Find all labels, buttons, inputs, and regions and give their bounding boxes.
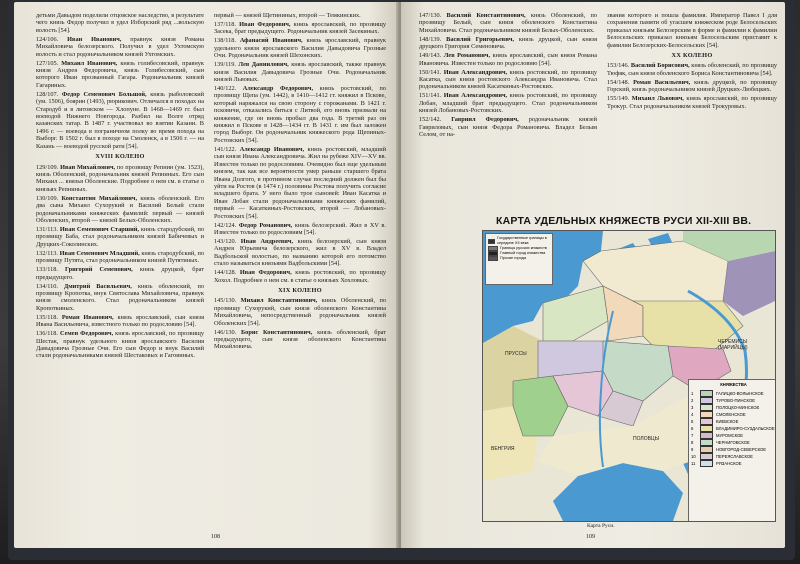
key-number: 10 xyxy=(691,453,696,459)
key-swatch xyxy=(700,439,713,446)
key-label: ГАЛИЦКО-ВОЛЫНСКОЕ xyxy=(716,390,764,396)
label-cheremisy: ЧЕРЕМИСЫ (МАРИЙЦЫ) xyxy=(718,339,748,351)
entry-text: князь белозерский. Жил в XV в. Известен только по родословиям [54]. xyxy=(214,221,386,236)
entry-name: Василий Константинович, xyxy=(446,12,531,19)
biography-entry xyxy=(607,95,777,110)
left-page xyxy=(14,2,399,548)
entry-name: Семен Федорович, xyxy=(59,330,116,338)
entry-text: князь Оболенский, по прозвищу Белый, сын князя оболенского Константина Михайловича. Стал родоначальником князей Белых-Оболенских. xyxy=(419,12,597,34)
biography-entry xyxy=(36,164,204,194)
entry-name: Иван Федорович, xyxy=(239,269,296,277)
entry-text: правнук князя Романа Михайловича белозерского. Получил в удел Ухтомскую волость и стал родоначальником князей Ухтомских. xyxy=(36,35,204,58)
key-number: 9 xyxy=(691,446,694,452)
biography-entry xyxy=(36,226,204,248)
key-swatch xyxy=(700,411,713,418)
key-row xyxy=(691,453,776,460)
biography-entry xyxy=(214,85,386,144)
entry-number: 130/109. xyxy=(36,194,62,202)
key-label: КИЕВСКОЕ xyxy=(716,418,739,424)
generation-heading: XVIII КОЛЕНО xyxy=(95,153,145,161)
key-swatch xyxy=(700,453,713,460)
entry-number: 147/130. xyxy=(419,12,447,19)
entry-text: князь ярославский, сын князя Ивана Васильевича, известного только по родословию [54]. xyxy=(36,313,204,329)
entry-text: князь ярославский, правнук удельного князя ярославского Василия Давыдовича Грозные Очи. Родоначальник князей Шехонских. xyxy=(214,37,386,60)
entry-name: Григорий Семенович, xyxy=(65,266,140,274)
entry-text: первый — князей Щетининых, второй — Темкинских. xyxy=(214,12,361,19)
entry-number: 151/141. xyxy=(419,92,444,100)
label-prussia: ПРУССЫ xyxy=(505,351,527,357)
biography-entry xyxy=(419,52,597,67)
entry-number: 148/139. xyxy=(419,35,447,43)
key-swatch xyxy=(700,418,713,425)
legend-row xyxy=(488,236,550,246)
map-caption: Карта Руси. xyxy=(587,523,615,529)
key-number: 7 xyxy=(691,432,694,438)
biography-entry xyxy=(36,330,204,360)
entry-name: Иван Михайлович, xyxy=(60,163,117,171)
key-number: 6 xyxy=(691,425,694,431)
key-number: 1 xyxy=(691,390,694,396)
key-row xyxy=(691,432,776,439)
key-label: МУРОМСКОЕ xyxy=(716,432,744,438)
entry-text: князь ростовский, по прозвищу Хохол. Подробнее о нем см. в статье о князьях Хохловых. xyxy=(214,269,386,284)
label-polovtsy: ПОЛОВЦЫ xyxy=(633,436,660,442)
biography-entry xyxy=(214,61,386,83)
entry-number: 133/118. xyxy=(36,266,66,274)
right-column-2 xyxy=(607,12,777,112)
entry-number: 142/124. xyxy=(214,221,239,229)
entry-text: князь ростовский, младший сын князя Ивана Александровича. Жил на рубеже XIV—XV вв. Известен только по родословиям. Очевидно был еще удельным князем, так как все вероятности умер раньше старшего брата Ивана Долгого, в противном случае последний должен был бы уйти на Ростов (в 1474 г.) половины Ростова получить согласие младшего брата. У него было трое сыновей: Иван Касатка и Иван Лобан стали родоначальниками княжеских фамилий, первый — Касаткиных-Ростовских, второй — Лобановых-Ростовских [54]. xyxy=(214,145,387,220)
entry-text: князь ярославский, по прозвищу Шестак, правнук удельного князя ярославского Василия Давыдовича Грозные Очи. Его сын Федор и внук Василий стали родоначальниками князей Шестаковых и Гаговиных. xyxy=(36,330,204,360)
entry-text: князь стародубский, по прозвищу Путята, стал родоначальником князей Путятиных. xyxy=(36,249,204,265)
entry-number: 154/148. xyxy=(607,78,634,86)
key-row xyxy=(691,397,776,404)
right-column-1 xyxy=(419,12,597,140)
entry-text: князь ростовский, по прозвищу Щепа (ум. 1442), в 1410—1412 гг. княжил в Пскове, который наряжался на свою сторону с горожанами. В 1421 г. псковичи, отказались биться с Литвой, его вновь призвали на княжение, где он вновь пробыл два года. В третий раз он княжил в Пскове в 1428—1434 гг. В 1431 г. им был заложен город Выборг. Он родоначальник княжеского рода Щепиных-Ростовских [54]. xyxy=(214,85,386,144)
key-label: ВЛАДИМИРО-СУЗДАЛЬСКОЕ xyxy=(716,425,775,431)
key-swatch xyxy=(700,460,713,467)
entry-number: 132/113. xyxy=(36,249,60,257)
entry-name: Константин Михайлович, xyxy=(61,194,141,202)
entry-number: 134/110. xyxy=(36,282,65,290)
key-label: РЯЗАНСКОЕ xyxy=(716,460,742,466)
entry-name: Иван Федорович, xyxy=(239,21,294,28)
entry-number: 143/120. xyxy=(214,237,241,245)
entry-name: Иван Александрович, xyxy=(443,68,510,76)
key-swatch xyxy=(700,425,713,432)
entry-name: Федор Семенович Большой, xyxy=(61,90,151,98)
map-legend xyxy=(485,233,553,285)
entry-text: князь рыболовский (ум. 1506), боярин (1493), рюрикович. Отличался в походах на Стародуб и в литовском — Хлопуне. В 1468—1469 гг. был воеводой Нижнего Новгорода. Разбил на Волге отряд казанских татар. В 1487 г. участвовал во взятии Казани. В 1496 г. — воевода в пограничном полку во время похода на Выборг. В 1502 г. был в походе на Смоленск, а в 1506 г. — на Казань — воеводой русской рати [54]. xyxy=(36,90,204,150)
entry-text: по прозвищу Репнин (ум. 1523), князь Оболенский, родоначальник князей Репниных. Его сын Михаил ... князья Оболенские. Подробнее о нем см. в статье о князьях Репниных. xyxy=(36,163,204,193)
entry-number: 135/118. xyxy=(36,313,62,321)
entry-text: родоначальник князей Гавриловых, сын князя Федора Романовича. Владел Белым Селом, от на- xyxy=(419,116,598,139)
map-figure xyxy=(482,230,776,522)
biography-entry xyxy=(36,60,204,90)
biography-entry xyxy=(419,116,597,138)
key-number: 11 xyxy=(691,460,696,466)
legend-label: Границы русских княжеств xyxy=(500,246,547,250)
biography-entry xyxy=(214,238,386,268)
generation-heading: XIX КОЛЕНО xyxy=(278,286,322,294)
entry-number: 146/130. xyxy=(214,328,242,336)
entry-number: 131/113. xyxy=(36,225,60,233)
key-swatch xyxy=(700,404,713,411)
key-row xyxy=(691,418,776,425)
entry-text: детьми Давыдом поделили отцовское наследство, в результате чего князь Федор получил в удел Изборский ряд ...вольскую волость [54]. xyxy=(36,12,204,34)
entry-number: 136/118. xyxy=(36,330,60,338)
entry-text: князь ростовский, по прозвищу Лобан, младший брат предыдущего. Стал родоначальником князей Лобановых-Ростовских. xyxy=(419,92,597,115)
entry-text: князь оболенский, по прозвищу Тюфяк, сын князя оболенского Бориса Константиновича [54]. xyxy=(607,62,777,77)
biography-entry xyxy=(214,329,386,351)
legend-label: Государственные границы в середине XII века xyxy=(497,236,547,245)
entry-number: 127/105. xyxy=(36,59,62,67)
entry-number: 139/119. xyxy=(214,61,239,69)
key-title: КНЯЖЕСТВА xyxy=(720,382,747,387)
key-swatch xyxy=(700,446,713,453)
entry-text: князь ярославский, также правнук князя Василия Давыдовича Грозные Очи. Родоначальник князей Львовых. xyxy=(214,61,386,84)
page-number-left: 108 xyxy=(211,534,220,540)
map-title: КАРТА УДЕЛЬНЫХ КНЯЖЕСТВ РУСИ XII-XIII ВВ. xyxy=(496,215,752,227)
key-swatch xyxy=(700,432,713,439)
entry-text: князь ярославский, по прозвищу Трокур. Стал родоначальником князей Трокуровых. xyxy=(607,95,777,110)
entry-number: 155/149. xyxy=(607,95,632,103)
key-row xyxy=(691,425,776,432)
key-label: ТУРОВО-ПИНСКОЕ xyxy=(716,397,755,403)
entry-text: князь ярославский, сын князя Романа Ивановича. Известен только по родословию [54]. xyxy=(419,52,597,67)
biography-entry xyxy=(214,12,386,19)
entry-name: Михаил Иванович, xyxy=(61,59,121,67)
biography-entry xyxy=(607,62,777,77)
entry-name: Роман Иванович, xyxy=(61,313,118,321)
biography-entry xyxy=(214,222,386,237)
entry-name: Михаил Львович, xyxy=(631,95,687,103)
key-row xyxy=(691,439,776,446)
key-swatch xyxy=(700,397,713,404)
biography-entry xyxy=(419,36,597,51)
entry-name: Гавриил Федорович, xyxy=(451,116,529,124)
entry-number: 140/122. xyxy=(214,85,243,93)
key-label: ПЕРЕЯСЛАВСКОЕ xyxy=(716,453,753,459)
legend-swatch xyxy=(488,256,498,261)
entry-text: князь голибесовский, правнук князя Андрея Федоровича, князь Голибесовский, сын которого Иван прозванный Гагара. Родоначальник князей Гагариных. xyxy=(36,59,204,89)
entry-text: князь белозерский, сын князя Андрея Юрьевича белозерского, жил в XV в. Владел Вадбольской волостью, по названию которой его потомство стало называться князьями Вадбольскими [54]. xyxy=(214,237,386,268)
legend-label: Прочие города xyxy=(500,256,527,260)
entry-number: 124/106. xyxy=(36,35,68,43)
left-column-2 xyxy=(214,12,386,352)
entry-text: князь ярославский, по прозвищу Засека, брат предыдущего. Родоначальник князей Засекиных. xyxy=(214,21,386,36)
entry-name: Василий Борисович, xyxy=(630,62,692,70)
entry-text: князь оболенский, брат предыдущего, сын князя оболенского Константина Михайловича. xyxy=(214,328,387,351)
entry-name: Лев Романович, xyxy=(443,52,493,60)
entry-number: 145/130. xyxy=(214,297,241,305)
entry-text: звания которого и пошла фамилия. Император Павел I для сохранения памяти об угасшем княжеском роде Белосельских приказал князьям Белозерским в форме и фамилии к фамилии Белосельских приказал князьям Белосельским приставит к фамилии Белозерских-Белосельских [54]. xyxy=(607,12,777,49)
entry-name: Дмитрий Васильевич, xyxy=(64,282,138,290)
entry-name: Борис Константинович, xyxy=(241,328,318,336)
label-hungary: ВЕНГРИЯ xyxy=(491,446,515,452)
entry-text: князь друцкой, брат предыдущего. xyxy=(36,266,204,281)
key-row xyxy=(691,446,776,453)
entry-text: князь ростовский, по прозвищу Касатка, сын князя ростовского Александра Ивановича. Стал родоначальником князей Касаткиных-Ростовских. xyxy=(419,68,597,91)
legend-swatch xyxy=(488,239,495,244)
entry-number: 149/143. xyxy=(419,52,444,60)
biography-entry xyxy=(36,283,204,313)
biography-entry xyxy=(607,12,777,49)
key-label: ЧЕРНИГОВСКОЕ xyxy=(716,439,750,445)
key-row xyxy=(691,404,776,411)
key-number: 8 xyxy=(691,439,694,445)
biography-entry xyxy=(214,297,386,327)
entry-number: 150/141. xyxy=(419,68,444,76)
key-number: 5 xyxy=(691,418,694,424)
page-number-right: 109 xyxy=(586,534,595,540)
biography-entry xyxy=(419,92,597,114)
entry-name: Лев Даниилович, xyxy=(238,61,292,69)
entry-text: князь оболенский. Его два сына Михаил Сухорукий и Василий Белый стали родоначальниками княжеских фамилий: первый — князей Оболенских, второй — князей Белых-Оболенских. xyxy=(36,194,204,224)
left-column-1 xyxy=(36,12,204,361)
key-number: 4 xyxy=(691,411,694,417)
biography-entry xyxy=(214,269,386,284)
entry-text: князь друцкой, по прозвищу Горский, князь родоначальником князей Друцких-Любецких. xyxy=(607,78,777,94)
entry-number: 144/128. xyxy=(214,269,240,277)
biography-entry xyxy=(36,195,204,225)
biography-entry xyxy=(607,79,777,94)
key-number: 3 xyxy=(691,404,694,410)
key-label: ПОЛОЦКО-МИНСКОЕ xyxy=(716,404,760,410)
biography-entry xyxy=(419,69,597,91)
entry-number: 141/122. xyxy=(214,145,240,153)
biography-entry xyxy=(36,314,204,329)
entry-name: Иван Иванович, xyxy=(67,35,131,43)
biography-entry xyxy=(214,21,386,36)
key-row xyxy=(691,411,776,418)
entry-number: 128/107. xyxy=(36,90,62,98)
key-number: 2 xyxy=(691,397,694,403)
biography-entry xyxy=(36,266,204,281)
key-row xyxy=(691,390,776,397)
principalities-key xyxy=(688,379,776,522)
entry-number: 152/142. xyxy=(419,116,452,124)
entry-name: Иван Семенович Старший, xyxy=(59,225,141,233)
biography-entry xyxy=(214,146,386,220)
generation-heading: XX КОЛЕНО xyxy=(671,52,713,60)
entry-number: 153/146. xyxy=(607,62,631,70)
entry-name: Василий Григорьевич, xyxy=(446,35,519,43)
entry-number: 138/118. xyxy=(214,37,240,45)
entry-text: князь оболенский, по прозвищу Кропотка, внук Святослава Михайловича, правнук князя смоленского. Стал родоначальником князей Кропоткиных. xyxy=(36,282,204,312)
entry-name: Иван Александрович, xyxy=(443,92,510,100)
entry-name: Михаил Константинович, xyxy=(240,297,322,305)
key-label: НОВГОРОД-СЕВЕРСКОЕ xyxy=(716,446,767,452)
legend-label: Главный город княжества xyxy=(500,251,546,255)
entry-number: 137/118. xyxy=(214,21,240,28)
biography-entry xyxy=(36,12,204,34)
entry-name: Иван Андреевич, xyxy=(240,237,298,245)
biography-entry xyxy=(36,91,204,150)
biography-entry xyxy=(419,12,597,34)
biography-entry xyxy=(36,36,204,58)
key-swatch xyxy=(700,390,713,397)
legend-row xyxy=(488,256,550,261)
entry-name: Федор Романович, xyxy=(238,221,295,229)
entry-name: Роман Васильевич, xyxy=(633,78,695,86)
entry-number: 129/109. xyxy=(36,163,61,171)
key-label: СМОЛЕНСКОЕ xyxy=(716,411,746,417)
entry-name: Иван Семенович Младший, xyxy=(59,249,142,257)
entry-name: Александр Иванович, xyxy=(239,145,308,153)
entry-name: Александр Федорович, xyxy=(242,85,320,93)
entry-text: князь друцкой, сын князя друцкого Григория Семеновича. xyxy=(419,35,597,51)
key-row xyxy=(691,460,776,467)
entry-name: Афанасий Иванович, xyxy=(239,37,307,45)
entry-text: князь стародубский, по прозвищу Баба, стал родоначальником князей Бабичевых и Друцких-Соколинских. xyxy=(36,225,204,248)
entry-text: князь Оболенский, по прозвищу Сухорукий, сын князя оболенского Константина Михайловича, непосредственный родоначальник князей Оболенских [54]. xyxy=(214,297,387,327)
biography-entry xyxy=(214,37,386,59)
biography-entry xyxy=(36,250,204,265)
